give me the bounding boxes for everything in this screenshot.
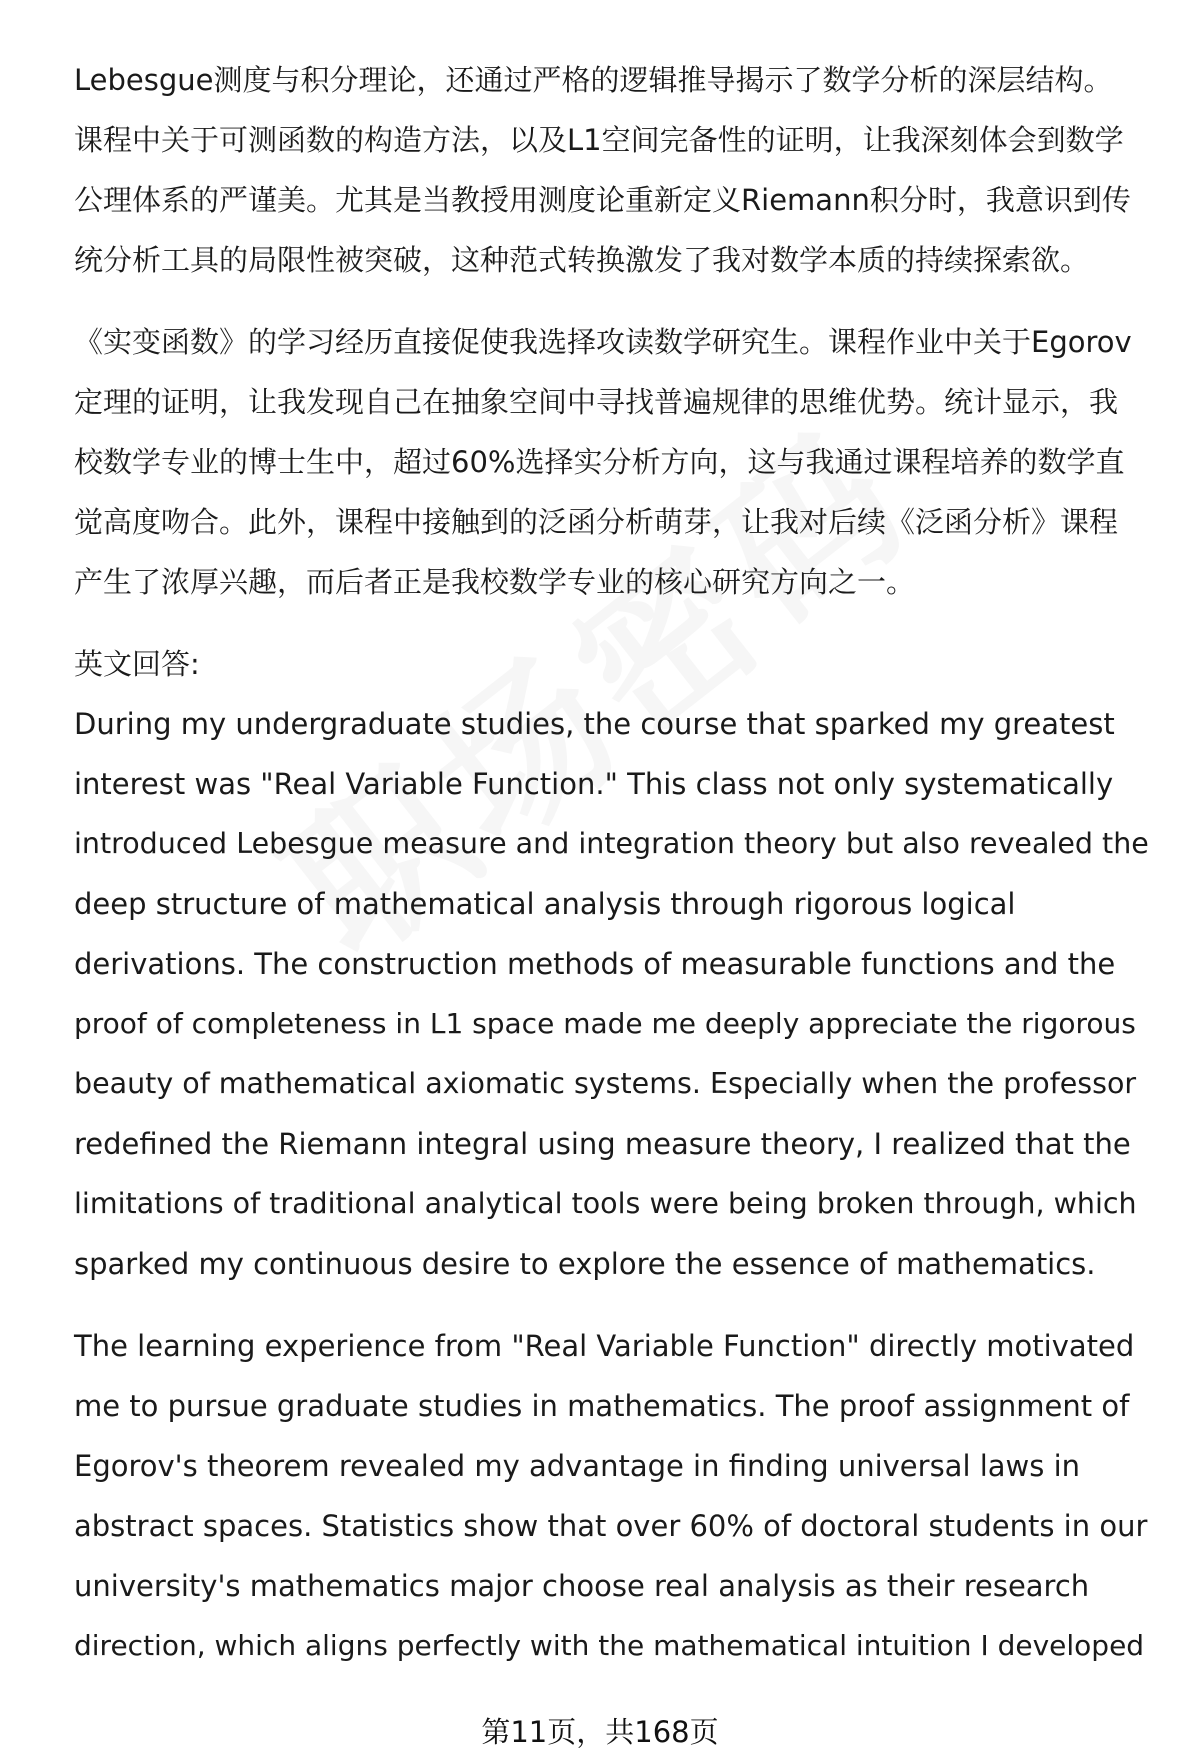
text-line: 产生了浓厚兴趣，而后者正是我校数学专业的核心研究方向之一。 — [74, 565, 916, 599]
text-line: redefined the Riemann integral using measure theory, I realized that the — [74, 1127, 1131, 1161]
text-line: proof of completeness in L1 space made me deeply appreciate the rigorous — [74, 1007, 1136, 1040]
text-line: 觉高度吻合。此外，课程中接触到的泛函分析萌芽，让我对后续《泛函分析》课程 — [74, 505, 1119, 539]
text-line: 统分析工具的局限性被突破，这种范式转换激发了我对数学本质的持续探索欲。 — [74, 243, 1090, 277]
english-paragraph-1 — [74, 694, 1154, 1294]
page-number-footer: 第11页，共168页 — [481, 1715, 719, 1749]
chinese-paragraph-2 — [74, 312, 1154, 612]
text-line: 定理的证明，让我发现自己在抽象空间中寻找普遍规律的思维优势。统计显示，我 — [74, 385, 1119, 419]
text-line: During my undergraduate studies, the course that sparked my greatest — [74, 707, 1115, 741]
text-line: 校数学专业的博士生中，超过60%选择实分析方向，这与我通过课程培养的数学直 — [74, 445, 1125, 479]
text-line: The learning experience from "Real Variable Function" directly motivated — [74, 1329, 1135, 1363]
text-line: 《实变函数》的学习经历直接促使我选择攻读数学研究生。课程作业中关于Egorov — [74, 325, 1132, 359]
text-line: 公理体系的严谨美。尤其是当教授用测度论重新定义Riemann积分时，我意识到传 — [74, 183, 1131, 217]
text-line: direction, which aligns perfectly with the mathematical intuition I developed — [74, 1629, 1145, 1662]
text-line: Lebesgue测度与积分理论，还通过严格的逻辑推导揭示了数学分析的深层结构。 — [74, 63, 1113, 97]
text-line: university's mathematics major choose real analysis as their research — [74, 1569, 1090, 1603]
text-line: limitations of traditional analytical tools were being broken through, which — [74, 1187, 1137, 1220]
text-line: beauty of mathematical axiomatic systems. Especially when the professor — [74, 1067, 1137, 1100]
text-line: sparked my continuous desire to explore the essence of mathematics. — [74, 1247, 1096, 1281]
text-line: me to pursue graduate studies in mathematics. The proof assignment of — [74, 1389, 1130, 1423]
text-line: 课程中关于可测函数的构造方法，以及L1空间完备性的证明，让我深刻体会到数学 — [74, 123, 1124, 157]
english-paragraph-2 — [74, 1316, 1154, 1676]
text-line: Egorov's theorem revealed my advantage in finding universal laws in — [74, 1449, 1081, 1483]
text-line: abstract spaces. Statistics show that over 60% of doctoral students in our — [74, 1509, 1148, 1543]
text-line: deep structure of mathematical analysis through rigorous logical — [74, 887, 1016, 921]
text-line: interest was "Real Variable Function." This class not only systematically — [74, 767, 1114, 801]
text-line: derivations. The construction methods of measurable functions and the — [74, 947, 1116, 981]
chinese-paragraph-1 — [74, 50, 1154, 290]
english-answer-label: 英文回答: — [74, 647, 200, 681]
text-line: introduced Lebesgue measure and integration theory but also revealed the — [74, 827, 1149, 860]
document-body — [74, 50, 1154, 1676]
